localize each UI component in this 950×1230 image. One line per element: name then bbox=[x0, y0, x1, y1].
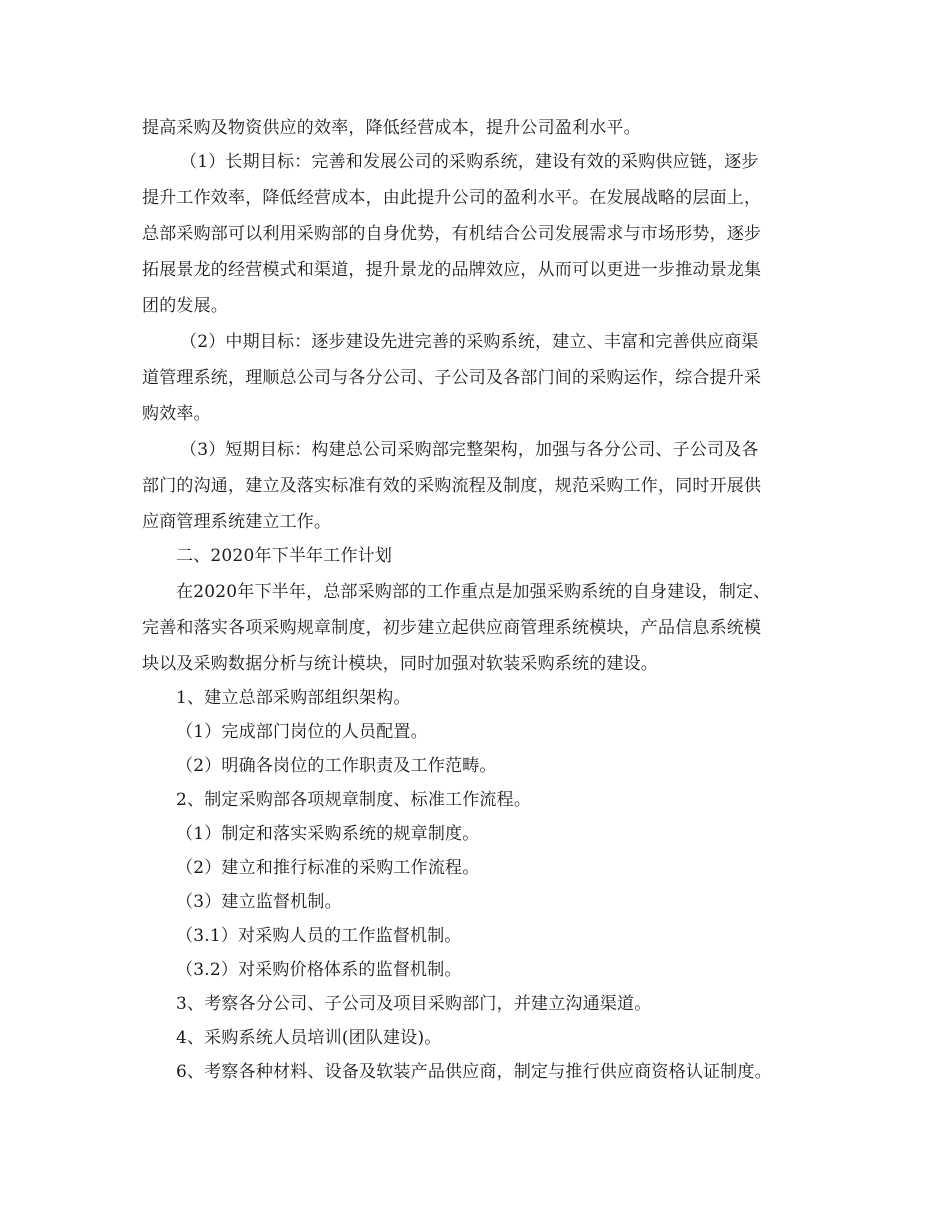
list-item: 2、制定采购部各项规章制度、标准工作流程。 bbox=[176, 790, 532, 810]
list-item: 4、采购系统人员培训(团队建设)。 bbox=[176, 1028, 442, 1048]
text-line: 完善和落实各项采购规章制度，初步建立起供应商管理系统模块，产品信息系统模 bbox=[142, 618, 762, 638]
text-line: 提高采购及物资供应的效率，降低经营成本，提升公司盈利水平。 bbox=[142, 118, 641, 138]
text-line: 道管理系统，理顺总公司与各分公司、子公司及各部门间的采购运作，综合提升采 bbox=[142, 368, 762, 388]
list-item: （2）明确各岗位的工作职责及工作范畴。 bbox=[176, 756, 497, 776]
text-line: 块以及采购数据分析与统计模块，同时加强对软装采购系统的建设。 bbox=[142, 654, 658, 674]
text-line: 提升工作效率，降低经营成本，由此提升公司的盈利水平。在发展战略的层面上， bbox=[142, 188, 762, 208]
list-item: 3、考察各分公司、子公司及项目采购部门，并建立沟通渠道。 bbox=[176, 994, 652, 1014]
list-item: （3）建立监督机制。 bbox=[176, 892, 342, 912]
list-item: （1）制定和落实采购系统的规章制度。 bbox=[176, 824, 480, 844]
section-heading: 二、2020年下半年工作计划 bbox=[176, 546, 393, 566]
list-item: （2）建立和推行标准的采购工作流程。 bbox=[176, 858, 480, 878]
text-line: （1）长期目标：完善和发展公司的采购系统，建设有效的采购供应链，逐步 bbox=[180, 152, 759, 172]
text-line: 总部采购部可以利用采购部的自身优势，有机结合公司发展需求与市场形势，逐步 bbox=[142, 224, 762, 244]
text-line: 团的发展。 bbox=[142, 296, 228, 316]
text-line: 应商管理系统建立工作。 bbox=[142, 512, 332, 532]
list-item: 6、考察各种材料、设备及软装产品供应商，制定与推行供应商资格认证制度。 bbox=[176, 1062, 772, 1082]
text-line: （2）中期目标：逐步建设先进完善的采购系统，建立、丰富和完善供应商渠 bbox=[180, 332, 759, 352]
text-line: 在2020年下半年，总部采购部的工作重点是加强采购系统的自身建设，制定、 bbox=[176, 582, 771, 602]
text-line: 购效率。 bbox=[142, 404, 211, 424]
text-line: 部门的沟通，建立及落实标准有效的采购流程及制度，规范采购工作，同时开展供 bbox=[142, 476, 762, 496]
list-item: （3.1）对采购人员的工作监督机制。 bbox=[176, 926, 462, 946]
list-item: （3.2）对采购价格体系的监督机制。 bbox=[176, 960, 462, 980]
list-item: 1、建立总部采购部组织架构。 bbox=[176, 688, 411, 708]
text-line: （3）短期目标：构建总公司采购部完整架构，加强与各分公司、子公司及各 bbox=[180, 440, 759, 460]
list-item: （1）完成部门岗位的人员配置。 bbox=[176, 722, 428, 742]
text-line: 拓展景龙的经营模式和渠道，提升景龙的品牌效应，从而可以更进一步推动景龙集 bbox=[142, 260, 762, 280]
